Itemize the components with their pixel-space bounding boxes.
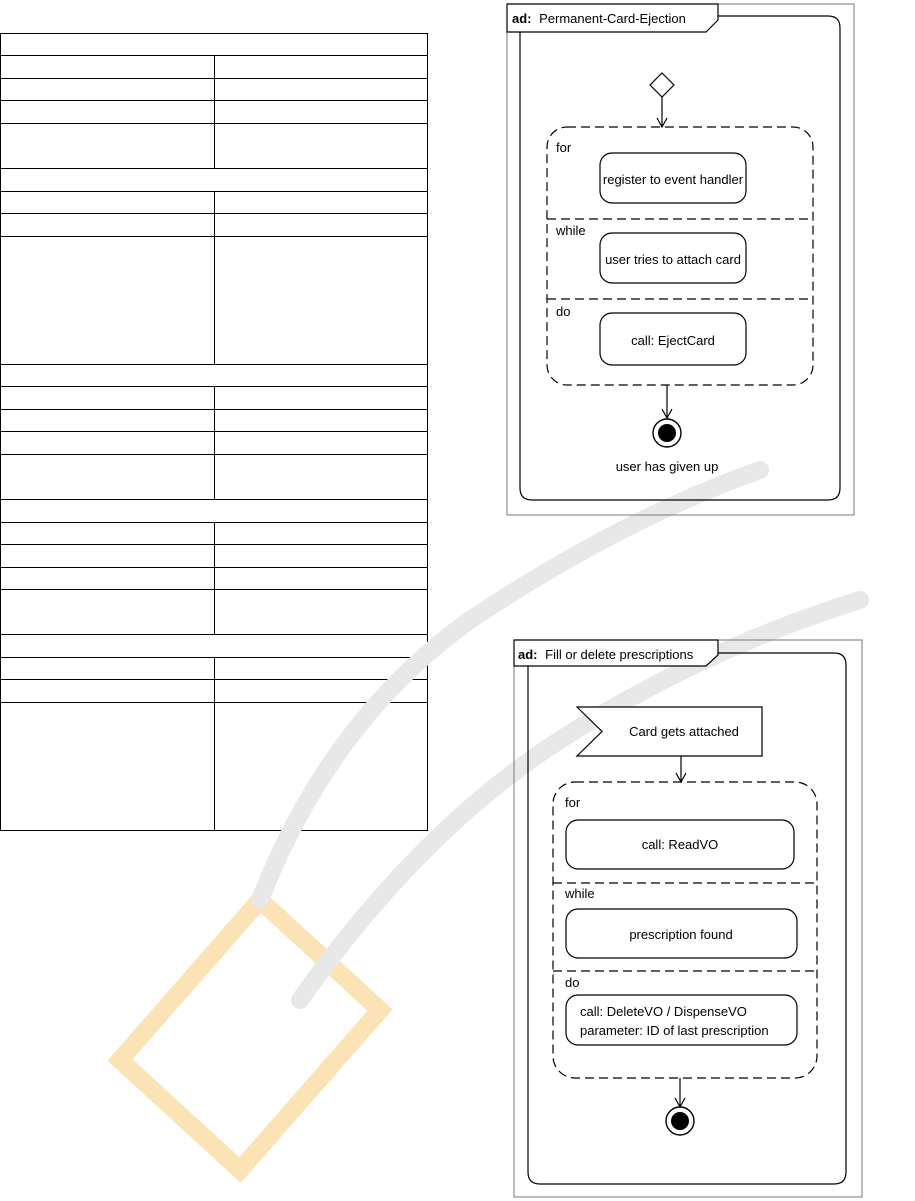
action-read-label: call: ReadVO [641, 837, 719, 852]
svg-text:ad: Fill or delete prescri [518, 647, 694, 662]
action-register-label: register to event handler [602, 172, 744, 187]
signal-label: Card gets attached [629, 724, 739, 739]
for-label: for [556, 140, 572, 155]
do-label: do [565, 975, 580, 990]
final-node-inner [671, 1112, 689, 1130]
action-delete-line1: call: DeleteVO / DispenseVO [580, 1004, 747, 1019]
final-label: user has given up [615, 459, 719, 474]
action-delete-line2: parameter: ID of last prescription [580, 1023, 769, 1038]
action-eject-label: call: EjectCard [631, 333, 715, 348]
diagram-prefix: ad: [512, 11, 532, 26]
action-found-label: prescription found [629, 927, 733, 942]
diagram-title: Fill or delete prescriptions [545, 647, 694, 662]
do-label: do [556, 304, 571, 319]
diagram-prefix: ad: [518, 647, 538, 662]
for-label: for [565, 795, 581, 810]
action-user-tries-label: user tries to attach card [605, 252, 741, 267]
while-label: while [556, 223, 586, 238]
diagram-title: Permanent-Card-Ejection [539, 11, 686, 26]
while-label: while [565, 886, 595, 901]
